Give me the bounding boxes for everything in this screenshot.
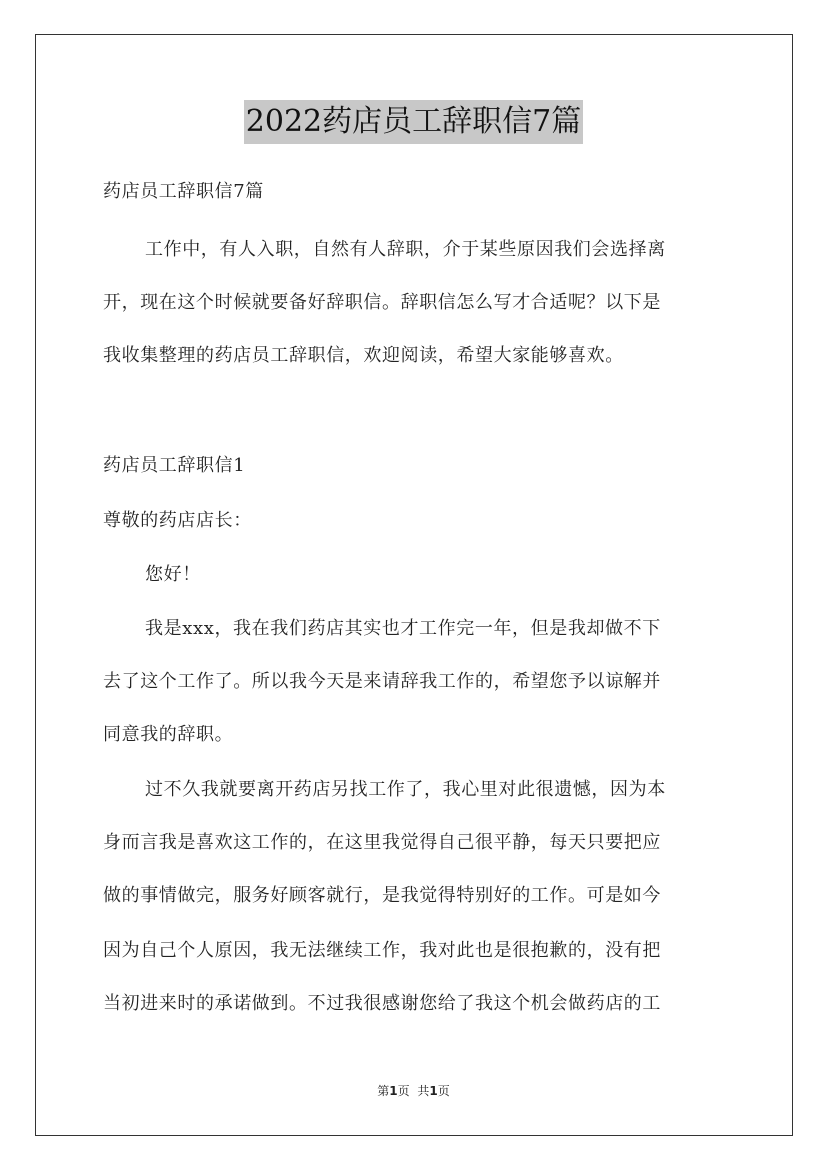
section-heading: 药店员工辞职信1	[103, 455, 246, 476]
paragraph-line: 做的事情做完，服务好顾客就行，是我觉得特别好的工作。可是如今	[103, 885, 661, 906]
document-subtitle: 药店员工辞职信7篇	[103, 181, 264, 202]
total-pages: 1	[429, 1084, 438, 1098]
document-title: 2022药店员工辞职信7篇	[244, 100, 583, 144]
greeting: 您好！	[145, 564, 201, 585]
total-prefix: 共	[417, 1084, 430, 1098]
total-suffix: 页	[437, 1084, 450, 1098]
intro-line: 我收集整理的药店员工辞职信，欢迎阅读，希望大家能够喜欢。	[103, 345, 624, 366]
intro-line: 开，现在这个时候就要备好辞职信。辞职信怎么写才合适呢？以下是	[103, 292, 661, 313]
paragraph-line: 因为自己个人原因，我无法继续工作，我对此也是很抱歉的，没有把	[103, 940, 661, 961]
page-prefix: 第	[377, 1084, 390, 1098]
paragraph-line: 过不久我就要离开药店另找工作了，我心里对此很遗憾，因为本	[145, 779, 666, 800]
title-container	[0, 100, 827, 144]
page-number: 1	[389, 1084, 398, 1098]
paragraph-line: 同意我的辞职。	[103, 724, 234, 745]
paragraph-line: 我是xxx，我在我们药店其实也才工作完一年，但是我却做不下	[145, 618, 661, 639]
salutation: 尊敬的药店店长：	[103, 510, 252, 531]
page-footer	[0, 1083, 827, 1099]
paragraph-line: 去了这个工作了。所以我今天是来请辞我工作的，希望您予以谅解并	[103, 671, 661, 692]
paragraph-line: 当初进来时的承诺做到。不过我很感谢您给了我这个机会做药店的工	[103, 993, 661, 1014]
paragraph-line: 身而言我是喜欢这工作的，在这里我觉得自己很平静，每天只要把应	[103, 832, 661, 853]
page-suffix: 页	[397, 1084, 410, 1098]
intro-line: 工作中，有人入职，自然有人辞职，介于某些原因我们会选择离	[145, 239, 666, 260]
